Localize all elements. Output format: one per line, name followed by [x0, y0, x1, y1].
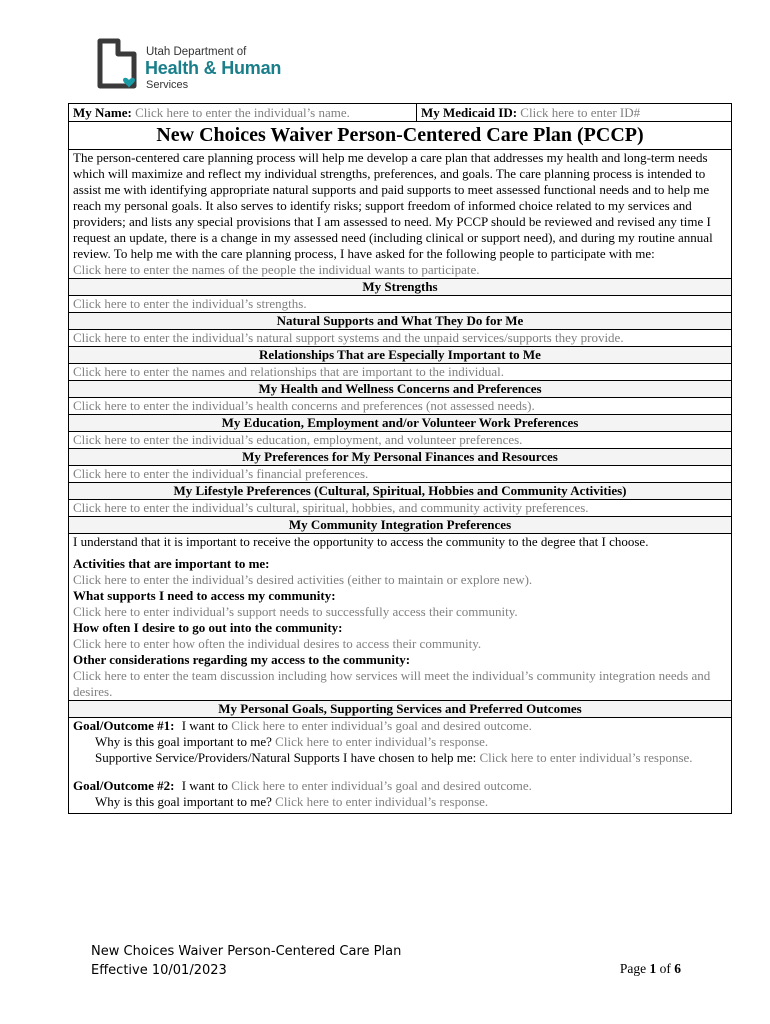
- goal2-why-label: Why is this goal important to me?: [95, 794, 272, 809]
- community-cell: [69, 534, 731, 701]
- community-q3: How often I desire to go out into the community:: [73, 620, 343, 635]
- footer: [91, 942, 401, 980]
- goal2-why-field[interactable]: Click here to enter individual’s response.: [275, 794, 489, 809]
- section-header-finances: My Preferences for My Personal Finances and Resources: [69, 449, 731, 466]
- section-header-community: My Community Integration Preferences: [69, 517, 731, 534]
- goal1-field[interactable]: Click here to enter individual’s goal and desired outcome.: [231, 718, 532, 733]
- community-q4: Other considerations regarding my access to the community:: [73, 652, 411, 667]
- logo-line1: Utah Department of: [146, 46, 247, 58]
- intro-cell: [69, 150, 731, 279]
- health-field[interactable]: Click here to enter the individual’s health concerns and preferences (not assessed needs).: [69, 398, 731, 415]
- section-header-goals: My Personal Goals, Supporting Services and Preferred Outcomes: [69, 701, 731, 718]
- activities-field[interactable]: Click here to enter the individual’s desired activities (either to maintain or explore new).: [73, 572, 533, 587]
- medicaid-cell: [417, 104, 644, 121]
- page-total: 6: [674, 961, 681, 976]
- document-title: New Choices Waiver Person-Centered Care Plan (PCCP): [69, 122, 731, 150]
- goal1-support-label: Supportive Service/Providers/Natural Supports I have chosen to help me:: [95, 750, 477, 765]
- name-field[interactable]: Click here to enter the individual’s name.: [135, 105, 350, 120]
- page-prefix: Page: [619, 961, 650, 976]
- goals-cell: [69, 718, 731, 813]
- logo-line3: Services: [146, 79, 189, 91]
- name-label: My Name:: [73, 105, 132, 120]
- name-cell: [69, 104, 417, 121]
- section-header-relationships: Relationships That are Especially Important to Me: [69, 347, 731, 364]
- intro-text: The person-centered care planning process will help me develop a care plan that addresses my health and long-term needs which will maximize and reflect my individual strengths, preferences, and goals. The care planning process is intended to assist me with identifying appropriate natural supports and paid supports to meet assessed functional needs and to help me reach my personal goals. It also serves to identify risks; support freedom of informed choice related to my services and providers; and lists any special provisions that I am assessed to need. My PCCP should be reviewed and revised any time I request an update, there is a change in my assessed need (including clinical or support need), and during my routine annual review. To help me with the care planning process, I have asked for the following people to participate with me:: [73, 150, 713, 261]
- natural-supports-field[interactable]: Click here to enter the individual’s natural support systems and the unpaid services/supports they provide.: [69, 330, 731, 347]
- goal2-want: I want to: [181, 778, 228, 793]
- community-q1: Activities that are important to me:: [73, 556, 270, 571]
- education-field[interactable]: Click here to enter the individual’s education, employment, and volunteer preferences.: [69, 432, 731, 449]
- goal1-support-field[interactable]: Click here to enter individual’s response.: [479, 750, 693, 765]
- participants-field[interactable]: Click here to enter the names of the people the individual wants to participate.: [73, 262, 480, 277]
- goal1-why-label: Why is this goal important to me?: [95, 734, 272, 749]
- footer-effective-date: Effective 10/01/2023: [91, 963, 227, 978]
- goal2-field[interactable]: Click here to enter individual’s goal and desired outcome.: [231, 778, 532, 793]
- finances-field[interactable]: Click here to enter the individual’s financial preferences.: [69, 466, 731, 483]
- page-current: 1: [649, 961, 657, 976]
- goal1-want: I want to: [181, 718, 228, 733]
- community-q2: What supports I need to access my community:: [73, 588, 336, 603]
- care-plan-form: [68, 103, 732, 814]
- section-header-lifestyle: My Lifestyle Preferences (Cultural, Spiritual, Hobbies and Community Activities): [69, 483, 731, 500]
- identity-row: [69, 104, 731, 122]
- support-needs-field[interactable]: Click here to enter individual’s support needs to successfully access their community.: [73, 604, 518, 619]
- community-text: I understand that it is important to receive the opportunity to access the community to the degree that I choose.: [73, 534, 649, 549]
- section-header-education: My Education, Employment and/or Volunteer Work Preferences: [69, 415, 731, 432]
- goal2-label: Goal/Outcome #2:: [73, 778, 175, 793]
- considerations-field[interactable]: Click here to enter the team discussion including how services will meet the individual’s community integration needs and desires.: [73, 668, 711, 699]
- section-header-natural-supports: Natural Supports and What They Do for Me: [69, 313, 731, 330]
- goal1-why-field[interactable]: Click here to enter individual’s response.: [275, 734, 489, 749]
- page-number: [620, 961, 681, 977]
- frequency-field[interactable]: Click here to enter how often the individual desires to access their community.: [73, 636, 482, 651]
- goal1-label: Goal/Outcome #1:: [73, 718, 175, 733]
- relationships-field[interactable]: Click here to enter the names and relationships that are important to the individual.: [69, 364, 731, 381]
- footer-title: New Choices Waiver Person-Centered Care Plan: [91, 944, 402, 959]
- utah-state-icon: [96, 38, 140, 92]
- lifestyle-field[interactable]: Click here to enter the individual’s cultural, spiritual, hobbies, and community activity preferences.: [69, 500, 731, 517]
- strengths-field[interactable]: Click here to enter the individual’s strengths.: [69, 296, 731, 313]
- page-of: of: [656, 961, 675, 976]
- medicaid-id-field[interactable]: Click here to enter ID#: [520, 105, 641, 120]
- medicaid-label: My Medicaid ID:: [421, 105, 518, 120]
- section-header-health: My Health and Wellness Concerns and Preferences: [69, 381, 731, 398]
- logo: [96, 38, 316, 94]
- logo-line2: Health & Human: [145, 58, 282, 78]
- section-header-strengths: My Strengths: [69, 279, 731, 296]
